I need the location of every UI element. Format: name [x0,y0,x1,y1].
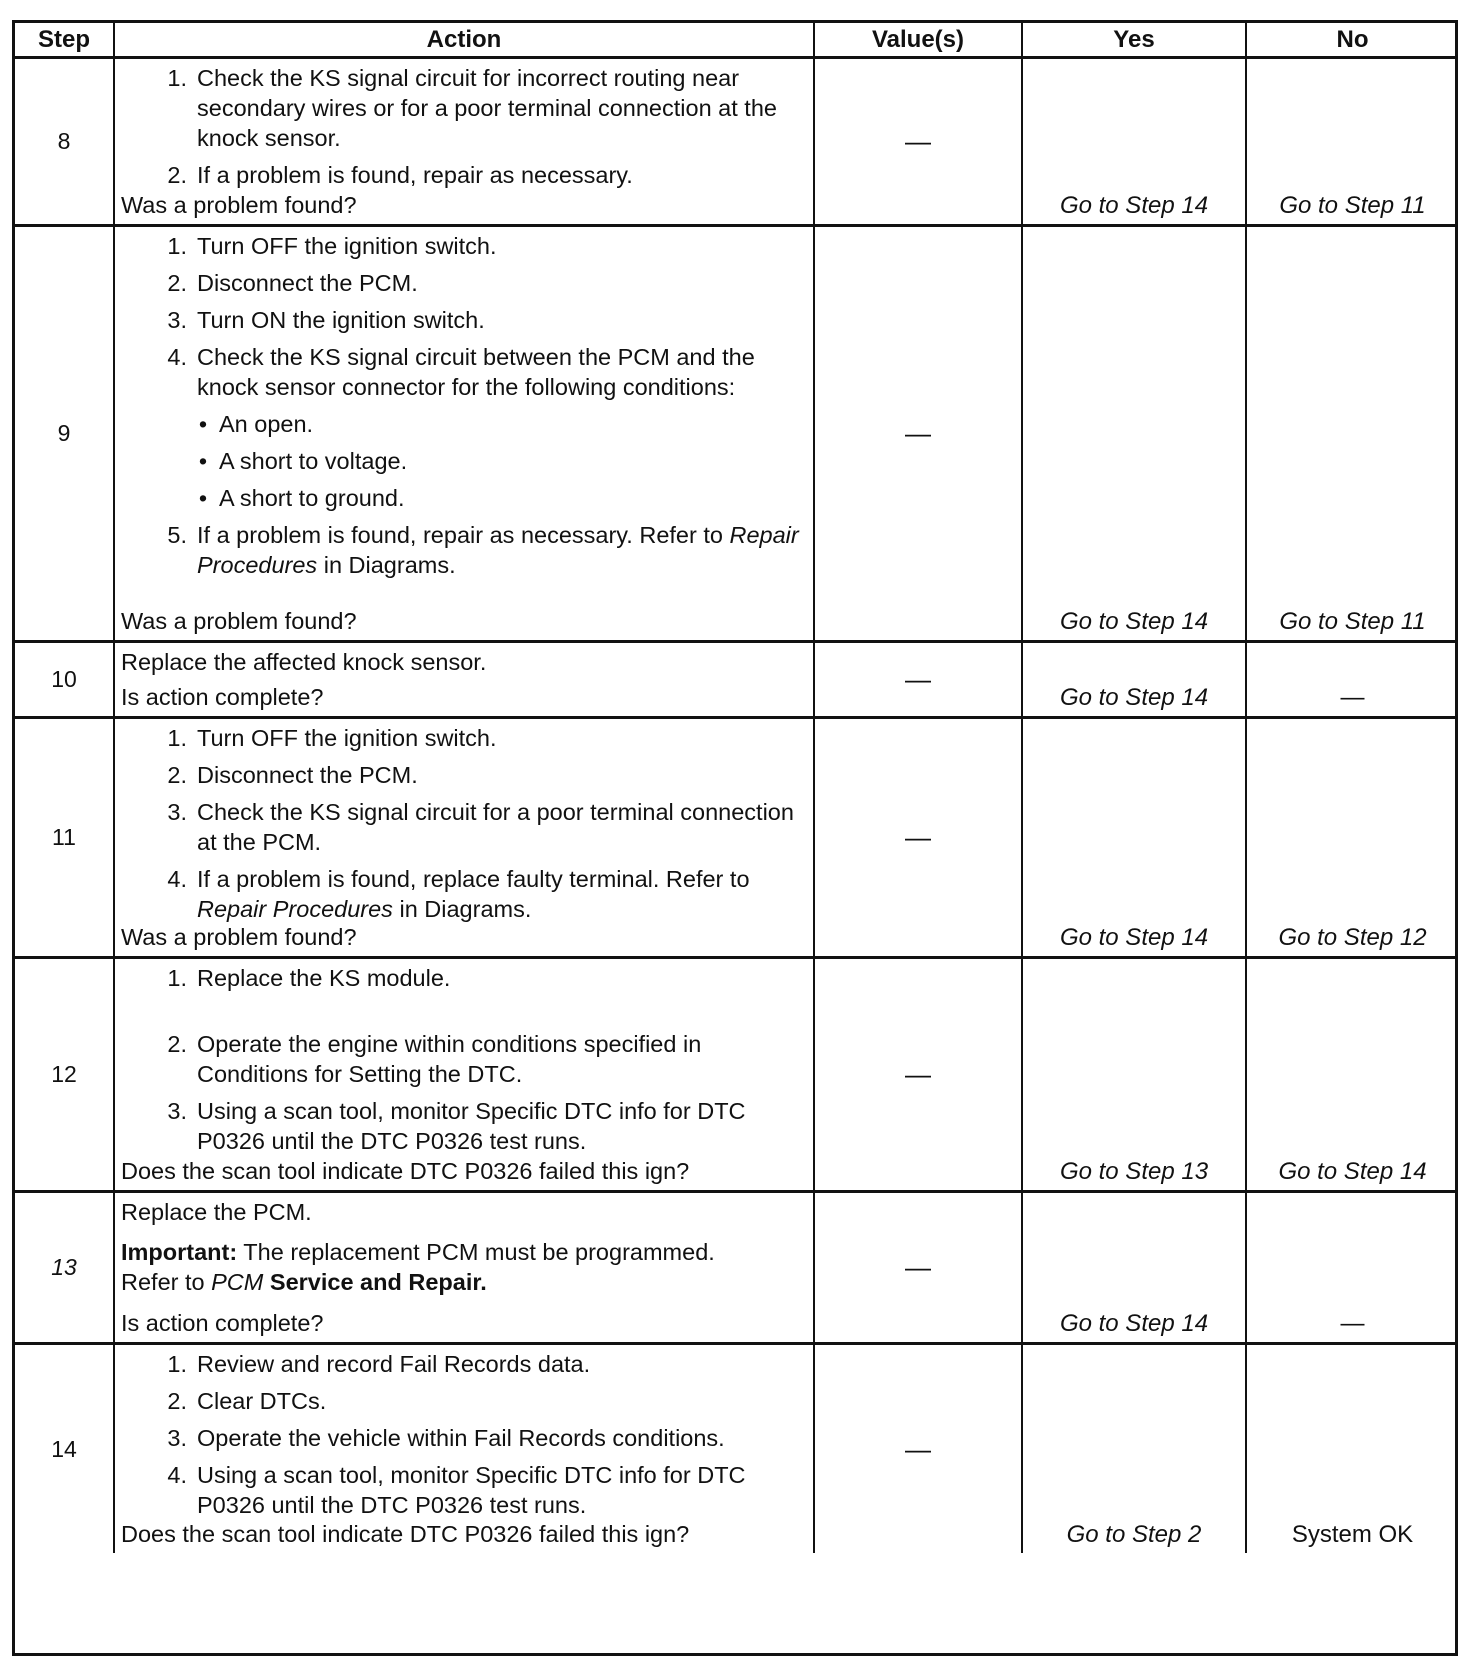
no-cell [1247,1193,1458,1342]
no-link[interactable]: Go to Step 14 [1278,1158,1427,1185]
yes-cell [1023,959,1247,1190]
no-link[interactable]: Go to Step 12 [1278,924,1427,951]
no-cell [1247,227,1458,640]
list-item: 2. Operate the engine within conditions specified in Conditions for Setting the DTC. [167,1031,702,1087]
step-number: 9 [15,227,115,640]
list-item: 2. Clear DTCs. [167,1388,327,1414]
list-item: 3. Using a scan tool, monitor Specific DTC info for DTC P0326 until the DTC P0326 test runs. [167,1098,746,1154]
action-cell [115,1193,815,1342]
list-item: 1. Review and record Fail Records data. [167,1351,591,1377]
no-cell [1247,719,1458,956]
header-yes: Yes [1023,23,1247,56]
yes-cell [1023,1345,1247,1553]
important-label: Important: [121,1239,238,1265]
table-row-step-11 [15,716,1455,956]
table-row-step-14 [15,1342,1455,1553]
yes-link[interactable]: Go to Step 14 [1059,684,1209,711]
action-cell [115,719,815,956]
step-number: 14 [15,1345,115,1553]
yes-link[interactable]: Go to Step 14 [1059,1310,1209,1337]
value-cell: — [815,719,1023,956]
list-item: 4. Using a scan tool, monitor Specific DTC info for DTC P0326 until the DTC P0326 test runs. [167,1462,746,1518]
important-note: Important: The replacement PCM must be programmed. Refer to PCM Service and Repair. [121,1239,715,1295]
list-item: 1. Turn OFF the ignition switch. [167,725,497,751]
service-and-repair-ref[interactable]: Service and Repair. [269,1269,487,1295]
yes-cell [1023,1193,1247,1342]
list-item: 3. Check the KS signal circuit for a poor terminal connection at the PCM. [167,799,794,855]
step-number: 11 [15,719,115,956]
header-step: Step [15,23,115,56]
action-cell [115,643,815,716]
list-item: 1. Replace the KS module. [167,965,451,991]
diagnostic-table [12,20,1458,1656]
yes-link[interactable]: Go to Step 14 [1059,924,1209,951]
value-cell: — [815,643,1023,716]
question: Is action complete? [121,684,324,710]
question: Does the scan tool indicate DTC P0326 failed this ign? [121,1158,690,1184]
no-link[interactable]: Go to Step 11 [1279,608,1426,635]
step-number: 12 [15,959,115,1190]
pcm-ref[interactable]: PCM [211,1269,264,1295]
list-item: 5. If a problem is found, repair as necessary. Refer to Repair Procedures in Diagrams. [167,522,799,578]
action-text: Replace the affected knock sensor. [121,649,487,675]
header-values: Value(s) [815,23,1023,56]
no-cell [1247,959,1458,1190]
list-item: 4. Check the KS signal circuit between the PCM and the knock sensor connector for the following conditions: [167,344,755,400]
list-item: 1. Turn OFF the ignition switch. [167,233,497,259]
list-item: 2. Disconnect the PCM. [167,270,418,296]
list-item: 1. Check the KS signal circuit for incorrect routing near secondary wires or for a poor terminal connection at the knock sensor. [167,65,777,151]
table-row-step-13 [15,1190,1455,1342]
list-item: 2. Disconnect the PCM. [167,762,418,788]
value-cell: — [815,227,1023,640]
question: Does the scan tool indicate DTC P0326 failed this ign? [121,1521,690,1547]
yes-link[interactable]: Go to Step 13 [1059,1158,1209,1185]
bullet-item: • An open. [198,411,314,437]
step-number: 8 [15,59,115,224]
value-cell: — [815,1193,1023,1342]
header-action: Action [115,23,815,56]
action-cell [115,59,815,224]
list-item: 3. Turn ON the ignition switch. [167,307,485,333]
value-cell: — [815,1345,1023,1553]
yes-cell [1023,643,1247,716]
question: Was a problem found? [121,608,357,634]
no-value: — [1340,1310,1365,1337]
bullet-item: • A short to ground. [198,485,405,511]
yes-cell [1023,59,1247,224]
action-cell [115,227,815,640]
yes-link[interactable]: Go to Step 2 [1066,1521,1202,1548]
list-item: 2. If a problem is found, repair as necessary. [167,162,633,188]
table-row-step-8 [15,56,1455,224]
table-row-step-10 [15,640,1455,716]
action-text: Replace the PCM. [121,1199,312,1225]
repair-procedures-ref[interactable]: Repair Procedures [197,896,393,922]
table-row-step-9 [15,224,1455,640]
yes-link[interactable]: Go to Step 14 [1059,192,1209,219]
no-cell [1247,1345,1458,1553]
no-cell [1247,643,1458,716]
no-link[interactable]: Go to Step 11 [1279,192,1426,219]
yes-cell [1023,719,1247,956]
value-cell: — [815,59,1023,224]
value-cell: — [815,959,1023,1190]
no-value: System OK [1291,1521,1414,1548]
question: Was a problem found? [121,192,357,218]
table-header [15,20,1455,56]
bullet-item: • A short to voltage. [198,448,408,474]
yes-link[interactable]: Go to Step 14 [1059,608,1209,635]
list-item: 4. If a problem is found, replace faulty terminal. Refer to Repair Procedures in Diagrams. [167,866,750,922]
repair-procedures-ref[interactable]: Repair Procedures [197,522,799,578]
question: Is action complete? [121,1310,324,1336]
no-value: — [1340,684,1365,711]
step-number: 10 [15,643,115,716]
question: Was a problem found? [121,924,357,950]
table-row-step-12 [15,956,1455,1190]
action-cell [115,959,815,1190]
step-number: 13 [15,1193,115,1342]
header-no: No [1336,25,1369,53]
no-cell [1247,59,1458,224]
list-item: 3. Operate the vehicle within Fail Records conditions. [167,1425,725,1451]
action-cell [115,1345,815,1553]
yes-cell [1023,227,1247,640]
